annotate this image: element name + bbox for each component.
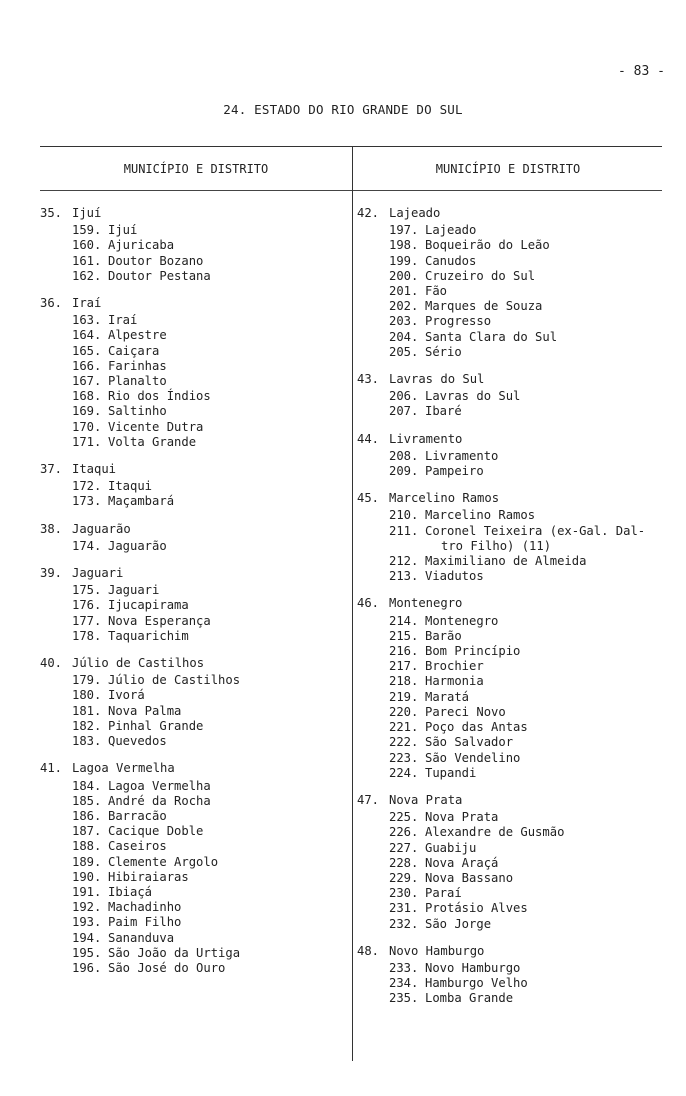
district-name: Nova Palma [108, 703, 182, 718]
district-name: Bom Princípio [425, 644, 521, 659]
municipality-heading [40, 656, 348, 671]
district-name: Paim Filho [108, 915, 182, 930]
district-name: Pinhal Grande [108, 718, 204, 733]
district-name: Protásio Alves [425, 901, 528, 916]
municipality-heading [357, 944, 662, 959]
district-row [40, 344, 348, 359]
district-row [357, 299, 662, 314]
district-name: Cruzeiro do Sul [425, 268, 536, 283]
municipality-heading [357, 793, 662, 808]
district-row [357, 674, 662, 689]
municipality-heading [40, 522, 348, 537]
district-row [40, 855, 348, 870]
district-row [357, 644, 662, 659]
district-number: 205. [389, 344, 419, 359]
district-name: São Salvador [425, 735, 514, 750]
municipality-block [40, 296, 348, 450]
district-name: Lajeado [425, 223, 477, 238]
municipality-number: 48. [357, 943, 380, 958]
district-name: Barão [425, 628, 462, 643]
municipality-number: 44. [357, 431, 380, 446]
municipality-number: 41. [40, 761, 63, 776]
municipality-block [40, 656, 348, 749]
district-name: Marques de Souza [425, 299, 543, 314]
municipality-heading [40, 462, 348, 477]
district-name: Caiçara [108, 343, 160, 358]
district-number: 173. [72, 494, 102, 509]
district-number: 215. [389, 628, 419, 643]
district-row [40, 583, 348, 598]
district-number: 228. [389, 855, 419, 870]
district-row [40, 359, 348, 374]
district-name: Harmonia [425, 674, 484, 689]
district-number: 169. [72, 404, 102, 419]
district-number: 229. [389, 870, 419, 885]
municipality-number: 43. [357, 372, 380, 387]
district-row [40, 779, 348, 794]
district-name: Pampeiro [425, 464, 484, 479]
district-row [40, 328, 348, 343]
district-number: 213. [389, 569, 419, 584]
district-number: 178. [72, 628, 102, 643]
municipality-name: Júlio de Castilhos [72, 656, 205, 671]
district-number: 189. [72, 854, 102, 869]
district-name: Lagoa Vermelha [108, 778, 211, 793]
district-row [40, 673, 348, 688]
district-name: Farinhas [108, 358, 167, 373]
district-name: Júlio de Castilhos [108, 673, 241, 688]
district-number: 202. [389, 299, 419, 314]
district-number: 232. [389, 916, 419, 931]
municipality-number: 37. [40, 462, 63, 477]
municipality-heading [40, 566, 348, 581]
district-number: 190. [72, 869, 102, 884]
municipality-block [357, 491, 662, 584]
district-row [357, 223, 662, 238]
district-row [357, 705, 662, 720]
district-row [357, 284, 662, 299]
district-row [40, 254, 348, 269]
district-number: 210. [389, 508, 419, 523]
district-number: 204. [389, 329, 419, 344]
district-number: 214. [389, 613, 419, 628]
district-row [357, 991, 662, 1006]
district-name: Doutor Bozano [108, 253, 204, 268]
district-name: Tupandi [425, 765, 477, 780]
district-row [357, 508, 662, 523]
column-header-right: MUNICÍPIO E DISTRITO [435, 162, 581, 176]
district-name: Quevedos [108, 734, 167, 749]
municipality-block [357, 432, 662, 480]
municipality-name: Marcelino Ramos [389, 491, 500, 506]
district-name: Hibiraiaras [108, 869, 189, 884]
municipality-name: Nova Prata [389, 792, 463, 807]
municipality-block [357, 372, 662, 420]
district-name: Nova Prata [425, 810, 499, 825]
district-name: Barracão [108, 808, 167, 823]
district-name: São José do Ouro [108, 960, 226, 975]
district-number: 181. [72, 703, 102, 718]
district-name: Poço das Antas [425, 720, 528, 735]
district-number: 165. [72, 343, 102, 358]
district-number: 203. [389, 314, 419, 329]
municipality-block [40, 566, 348, 644]
district-name: Volta Grande [108, 434, 197, 449]
municipality-number: 47. [357, 792, 380, 807]
district-name: Ibiaçá [108, 884, 153, 899]
district-row [357, 901, 662, 916]
district-row [357, 449, 662, 464]
municipality-heading [357, 491, 662, 506]
district-name: Taquarichim [108, 628, 189, 643]
district-number: 206. [389, 389, 419, 404]
district-row [40, 719, 348, 734]
district-name: Ibaré [425, 404, 462, 419]
district-name: Livramento [425, 448, 499, 463]
district-number: 199. [389, 253, 419, 268]
district-number: 207. [389, 404, 419, 419]
district-number: 168. [72, 389, 102, 404]
district-row [357, 751, 662, 766]
municipality-heading [40, 296, 348, 311]
district-name: Sério [425, 344, 462, 359]
right-column [357, 206, 662, 1019]
district-number: 182. [72, 718, 102, 733]
district-row [40, 704, 348, 719]
district-number: 192. [72, 900, 102, 915]
district-row [40, 389, 348, 404]
municipality-block [40, 522, 348, 554]
municipality-name: Novo Hamburgo [389, 943, 485, 958]
municipality-heading [40, 761, 348, 776]
district-name: Santa Clara do Sul [425, 329, 558, 344]
district-row [357, 825, 662, 840]
district-row [357, 389, 662, 404]
district-row [40, 961, 348, 976]
district-row [357, 554, 662, 569]
municipality-block [357, 944, 662, 1007]
district-number: 171. [72, 434, 102, 449]
district-row [357, 629, 662, 644]
municipality-number: 40. [40, 656, 63, 671]
district-name: Nova Araçá [425, 855, 499, 870]
district-name: Alpestre [108, 328, 167, 343]
district-row [40, 374, 348, 389]
district-name: Marcelino Ramos [425, 508, 536, 523]
district-row [357, 690, 662, 705]
district-row [40, 313, 348, 328]
district-number: 220. [389, 704, 419, 719]
district-row [357, 659, 662, 674]
column-header-left: MUNICÍPIO E DISTRITO [123, 162, 269, 176]
district-number: 170. [72, 419, 102, 434]
district-number: 160. [72, 238, 102, 253]
district-number: 219. [389, 689, 419, 704]
district-row [40, 946, 348, 961]
district-row [40, 885, 348, 900]
district-row [40, 824, 348, 839]
district-name: Rio dos Índios [108, 389, 211, 404]
district-name: Cacique Doble [108, 824, 204, 839]
district-name: Alexandre de Gusmão [425, 825, 565, 840]
district-number: 163. [72, 313, 102, 328]
district-name: Boqueirão do Leão [425, 238, 550, 253]
district-name: Fão [425, 284, 448, 299]
district-number: 226. [389, 825, 419, 840]
district-row [357, 886, 662, 901]
district-number: 216. [389, 644, 419, 659]
district-name: Viadutos [425, 569, 484, 584]
district-number: 195. [72, 945, 102, 960]
district-number: 218. [389, 674, 419, 689]
district-row [40, 900, 348, 915]
district-name: Jaguarão [108, 538, 167, 553]
municipality-name: Jaguarão [72, 521, 131, 536]
district-number: 161. [72, 253, 102, 268]
district-row [357, 720, 662, 735]
district-row [40, 223, 348, 238]
district-name: Hamburgo Velho [425, 976, 528, 991]
district-number: 191. [72, 884, 102, 899]
district-number: 187. [72, 824, 102, 839]
district-number: 211. [389, 523, 419, 538]
district-row [40, 870, 348, 885]
municipality-block [40, 206, 348, 284]
district-number: 223. [389, 750, 419, 765]
district-number: 209. [389, 464, 419, 479]
district-name: André da Rocha [108, 793, 211, 808]
district-number: 196. [72, 960, 102, 975]
district-row [357, 404, 662, 419]
municipality-block [40, 462, 348, 510]
district-number: 175. [72, 583, 102, 598]
district-name: Nova Esperança [108, 613, 211, 628]
district-number: 198. [389, 238, 419, 253]
district-number: 231. [389, 901, 419, 916]
district-name: Clemente Argolo [108, 854, 219, 869]
municipality-name: Ijuí [72, 206, 102, 220]
district-number: 222. [389, 735, 419, 750]
district-name: Maximiliano de Almeida [425, 554, 587, 569]
district-row [40, 269, 348, 284]
district-name: São João da Urtiga [108, 945, 241, 960]
municipality-number: 35. [40, 206, 63, 220]
district-number: 193. [72, 915, 102, 930]
district-name: Brochier [425, 659, 484, 674]
district-row [40, 404, 348, 419]
municipality-number: 46. [357, 596, 380, 611]
district-number: 194. [72, 930, 102, 945]
district-row [357, 976, 662, 991]
table-header-rule [40, 190, 662, 191]
district-row [40, 839, 348, 854]
district-number: 225. [389, 810, 419, 825]
district-row [357, 314, 662, 329]
district-number: 180. [72, 688, 102, 703]
district-number: 166. [72, 358, 102, 373]
district-name: Maçambará [108, 494, 175, 509]
municipality-name: Montenegro [389, 596, 463, 611]
district-row [40, 915, 348, 930]
district-name: Ijucapirama [108, 598, 189, 613]
municipality-number: 39. [40, 566, 63, 581]
district-row [40, 539, 348, 554]
municipality-number: 42. [357, 206, 380, 220]
district-number: 217. [389, 659, 419, 674]
municipality-number: 36. [40, 296, 63, 311]
page-number: - 83 - [618, 64, 665, 79]
district-number: 177. [72, 613, 102, 628]
municipality-block [357, 596, 662, 780]
district-row [40, 734, 348, 749]
district-number: 167. [72, 374, 102, 389]
district-number: 224. [389, 765, 419, 780]
municipality-name: Livramento [389, 431, 463, 446]
district-number: 183. [72, 734, 102, 749]
district-row [40, 435, 348, 450]
municipality-name: Jaguari [72, 566, 124, 581]
district-name: Lomba Grande [425, 991, 514, 1006]
district-number: 186. [72, 808, 102, 823]
district-number: 235. [389, 991, 419, 1006]
municipality-name: Iraí [72, 296, 102, 311]
district-name: Planalto [108, 374, 167, 389]
district-number: 201. [389, 284, 419, 299]
municipality-name: Lavras do Sul [389, 372, 485, 387]
district-name: São Vendelino [425, 750, 521, 765]
district-name: Machadinho [108, 900, 182, 915]
district-name: Maratá [425, 689, 470, 704]
district-name: Nova Bassano [425, 870, 514, 885]
district-row [40, 688, 348, 703]
district-name: Ivorá [108, 688, 145, 703]
district-row [357, 524, 662, 539]
district-number: 234. [389, 976, 419, 991]
municipality-number: 45. [357, 491, 380, 506]
district-name: Saltinho [108, 404, 167, 419]
municipality-heading [40, 206, 348, 221]
district-name: Jaguari [108, 583, 160, 598]
district-number: 221. [389, 720, 419, 735]
district-number: 233. [389, 960, 419, 975]
municipality-block [357, 206, 662, 360]
district-number: 174. [72, 538, 102, 553]
district-number: 188. [72, 839, 102, 854]
municipality-name: Itaqui [72, 462, 117, 477]
district-row [40, 931, 348, 946]
district-name: Itaqui [108, 479, 153, 494]
district-name: São Jorge [425, 916, 492, 931]
district-row [357, 569, 662, 584]
district-row [40, 598, 348, 613]
district-row [40, 420, 348, 435]
district-name: Canudos [425, 253, 477, 268]
district-row [40, 479, 348, 494]
column-divider [352, 146, 353, 1061]
district-row [357, 810, 662, 825]
district-name: Caseiros [108, 839, 167, 854]
table-top-rule [40, 146, 662, 147]
municipality-heading [357, 596, 662, 611]
district-number: 200. [389, 268, 419, 283]
district-row [357, 238, 662, 253]
left-column [40, 206, 348, 988]
district-name: Guabiju [425, 840, 477, 855]
district-row [357, 917, 662, 932]
district-row [40, 809, 348, 824]
district-number: 227. [389, 840, 419, 855]
district-row [357, 841, 662, 856]
district-name: Montenegro [425, 613, 499, 628]
municipality-block [40, 761, 348, 976]
district-number: 212. [389, 554, 419, 569]
municipality-heading [357, 372, 662, 387]
district-name: Paraí [425, 886, 462, 901]
district-number: 185. [72, 793, 102, 808]
district-name: Novo Hamburgo [425, 960, 521, 975]
municipality-heading [357, 432, 662, 447]
municipality-heading [357, 206, 662, 221]
district-row [357, 345, 662, 360]
district-name: Sananduva [108, 930, 175, 945]
district-name: Iraí [108, 313, 138, 328]
district-name: Progresso [425, 314, 492, 329]
municipality-name: Lagoa Vermelha [72, 761, 175, 776]
district-row [40, 238, 348, 253]
district-row [357, 269, 662, 284]
district-number: 230. [389, 886, 419, 901]
district-name: Coronel Teixeira (ex-Gal. Dal- [425, 523, 646, 538]
district-number: 208. [389, 448, 419, 463]
district-row [357, 856, 662, 871]
district-row [40, 629, 348, 644]
district-number: 176. [72, 598, 102, 613]
district-row [357, 766, 662, 781]
district-row [40, 614, 348, 629]
district-row [357, 464, 662, 479]
district-name: Pareci Novo [425, 704, 506, 719]
district-number: 162. [72, 268, 102, 283]
district-name-continuation: tro Filho) (11) [441, 538, 552, 553]
district-name: Lavras do Sul [425, 389, 521, 404]
district-name: Ajuricaba [108, 238, 175, 253]
district-number: 179. [72, 673, 102, 688]
district-number: 172. [72, 479, 102, 494]
district-name: Vicente Dutra [108, 419, 204, 434]
district-row [357, 614, 662, 629]
district-row [357, 254, 662, 269]
district-number: 159. [72, 223, 102, 238]
district-name: Ijuí [108, 223, 138, 238]
municipality-block [357, 793, 662, 932]
district-number: 164. [72, 328, 102, 343]
municipality-number: 38. [40, 521, 63, 536]
district-name: Doutor Pestana [108, 268, 211, 283]
district-row [357, 735, 662, 750]
district-row [357, 961, 662, 976]
district-row [40, 794, 348, 809]
district-row [357, 871, 662, 886]
district-number: 197. [389, 223, 419, 238]
district-row [357, 330, 662, 345]
page-title: 24. ESTADO DO RIO GRANDE DO SUL [223, 102, 463, 117]
district-row [40, 494, 348, 509]
district-number: 184. [72, 778, 102, 793]
municipality-name: Lajeado [389, 206, 441, 220]
